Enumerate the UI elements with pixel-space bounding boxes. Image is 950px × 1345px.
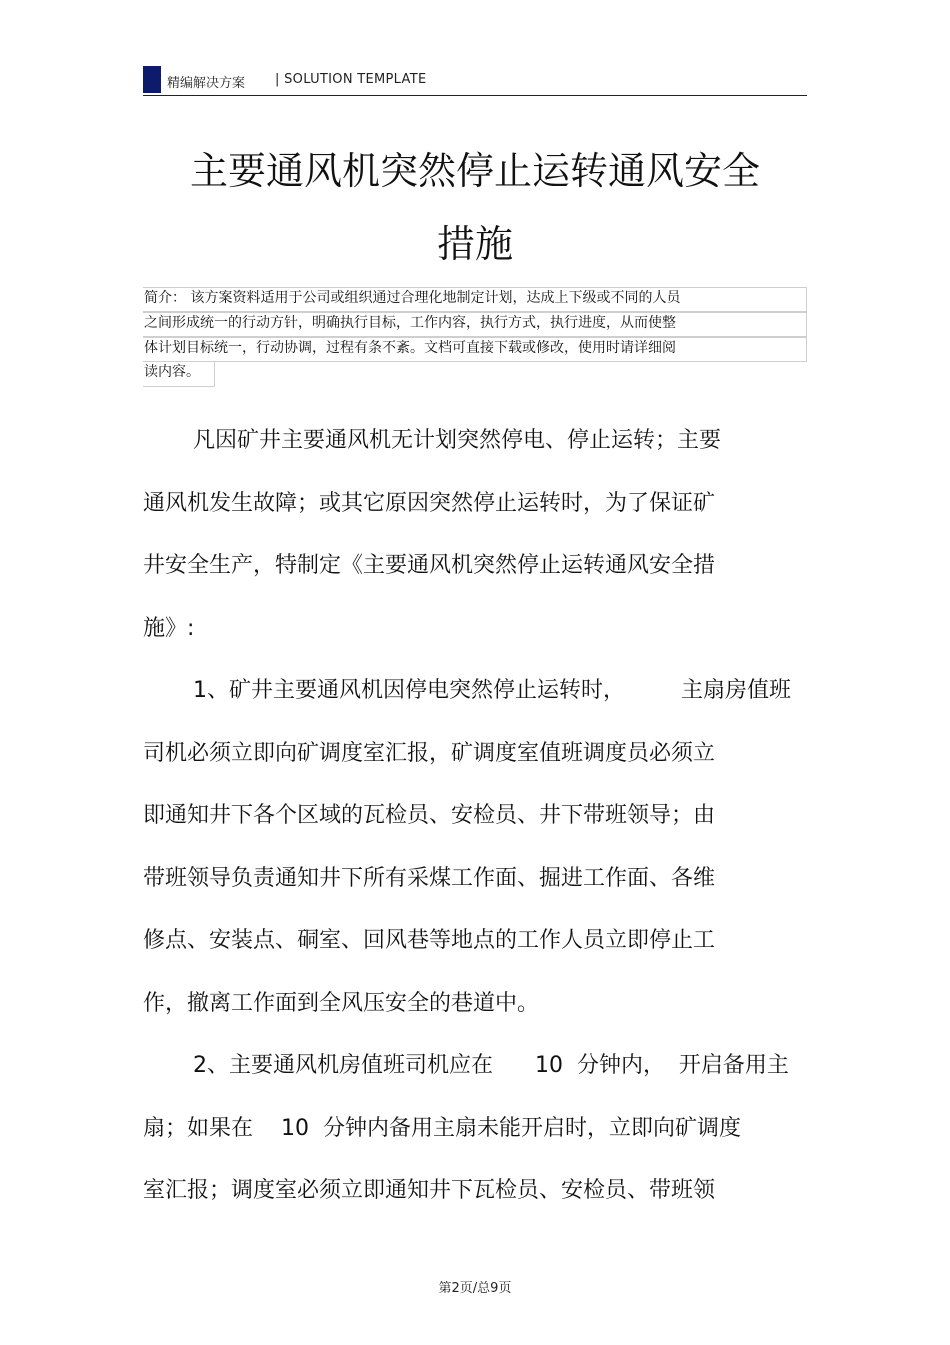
text-line: 1、矿井主要通风机因停电突然停止运转时， 主扇房值班: [193, 678, 791, 703]
paragraph-intro: [143, 410, 807, 660]
header-brand: 精编解决方案: [167, 76, 246, 91]
document-title-line-2: 措施: [436, 222, 513, 266]
text-line: 修点、安装点、硐室、回风巷等地点的工作人员立即停止工: [143, 928, 716, 953]
text-line: 通风机发生故障；或其它原因突然停止运转时，为了保证矿: [143, 490, 716, 516]
page-header: [143, 66, 807, 96]
summary-line: 之间形成统一的行动方针，明确执行目标，工作内容，执行方式，执行进度，从而使整: [143, 312, 807, 337]
paragraph-item-1: [143, 660, 807, 1035]
logo-icon: [143, 66, 161, 93]
text-line: 施》:: [143, 615, 195, 641]
text-line: 带班领导负责通知井下所有采煤工作面、掘进工作面、各维: [143, 865, 716, 891]
summary-line: 简介： 该方案资料适用于公司或组织通过合理化地制定计划，达成上下级或不同的人员: [143, 287, 807, 312]
text-line: 2、主要通风机房值班司机应在 10 分钟内， 开启备用主: [193, 1053, 789, 1078]
document-title-line-1: 主要通风机突然停止运转通风安全: [189, 149, 760, 193]
header-tagline: | SOLUTION TEMPLATE: [275, 72, 427, 87]
page-number: 第2页/总9页: [438, 1281, 512, 1296]
text-line: 即通知井下各个区域的瓦检员、安检员、井下带班领导；由: [143, 803, 716, 828]
summary-line: 读内容。: [143, 362, 215, 387]
summary-box: [143, 287, 807, 387]
text-line: 司机必须立即向矿调度室汇报，矿调度室值班调度员必须立: [143, 740, 716, 766]
text-line: 凡因矿井主要通风机无计划突然停电、停止运转；主要: [193, 428, 722, 453]
text-line: 井安全生产，特制定《主要通风机突然停止运转通风安全措: [143, 553, 716, 578]
text-line: 室汇报；调度室必须立即通知井下瓦检员、安检员、带班领: [143, 1178, 716, 1203]
text-line: 作，撤离工作面到全风压安全的巷道中。: [143, 990, 540, 1016]
text-line: 扇；如果在 10 分钟内备用主扇未能开启时，立即向矿调度: [143, 1115, 741, 1141]
summary-line: 体计划目标统一，行动协调，过程有条不紊。文档可直接下载或修改，使用时请详细阅: [143, 337, 807, 362]
paragraph-item-2: [143, 1035, 807, 1223]
